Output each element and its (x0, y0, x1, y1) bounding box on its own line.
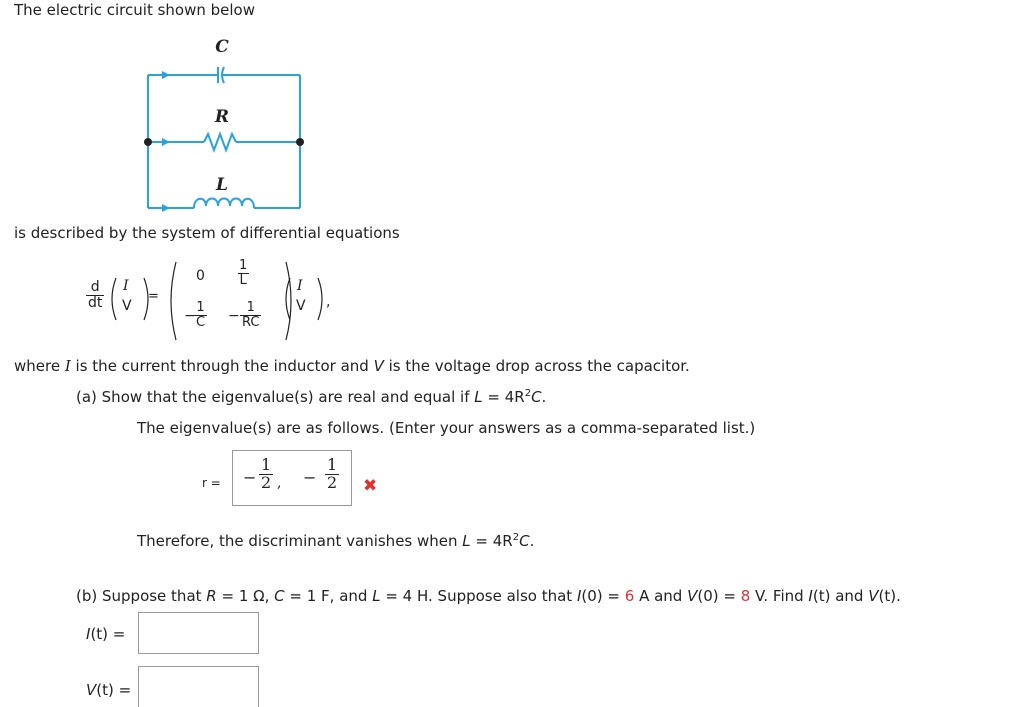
V-of-t-label: V(t) = (86, 681, 132, 699)
where-text: where I is the current through the inductor and V is the voltage drop across the capacitor. (14, 357, 690, 375)
lhs-vector-I: I (123, 278, 129, 294)
part-a-therefore: Therefore, the discriminant vanishes when $L = 4R^2C$. (137, 532, 535, 550)
matrix-m12: $\frac{1}{L}$ (239, 258, 248, 288)
equation-trailing-comma: , (326, 294, 331, 310)
part-a-prompt: (a) Show that the eigenvalue(s) are real and equal if $L = 4R^2C$. (76, 388, 547, 406)
part-b-prompt: (b) Suppose that R = 1 Ω, C = 1 F, and L = 4 H. Suppose also that I(0) = 6 A and V(0) = 8 V. Find I(t) and V(t). (76, 587, 901, 605)
matrix-m11: 0 (196, 268, 205, 284)
circuit-diagram (138, 30, 318, 215)
V-of-t-input[interactable] (138, 666, 259, 707)
intro-text: The electric circuit shown below (14, 1, 255, 19)
eigenvalue-answer-box[interactable]: − $\frac{1}{2}$ , − $\frac{1}{2}$ (232, 450, 352, 506)
part-a-instruction: The eigenvalue(s) are as follows. (Enter your answers as a comma-separated list.) (137, 419, 756, 437)
rhs-vector-I: I (297, 278, 303, 294)
resistor-label: R (214, 107, 230, 127)
rhs-vector-V: V (296, 298, 306, 314)
eigenvalue-answer-label: r = (202, 476, 221, 490)
system-text: is described by the system of differential equations (14, 224, 400, 242)
matrix-parens (166, 260, 296, 342)
capacitor-label: C (215, 37, 229, 57)
equals-sign: = (148, 289, 159, 304)
inductor-label: L (216, 175, 228, 195)
matrix-m21: $\frac{1}{C}$ (196, 300, 206, 330)
I-of-t-label: I(t) = (86, 625, 126, 643)
I-of-t-input[interactable] (138, 612, 259, 654)
incorrect-x-icon: ✖ (363, 476, 378, 496)
differential-equation (86, 256, 346, 342)
ddt-operator: $\frac{d}{dt}$ (88, 279, 103, 311)
matrix-m22: $\frac{1}{RC}$ (242, 300, 260, 330)
matrix-m22-sign: − (228, 308, 240, 324)
matrix-m21-sign: − (184, 308, 196, 324)
lhs-vector-V: V (122, 298, 132, 314)
